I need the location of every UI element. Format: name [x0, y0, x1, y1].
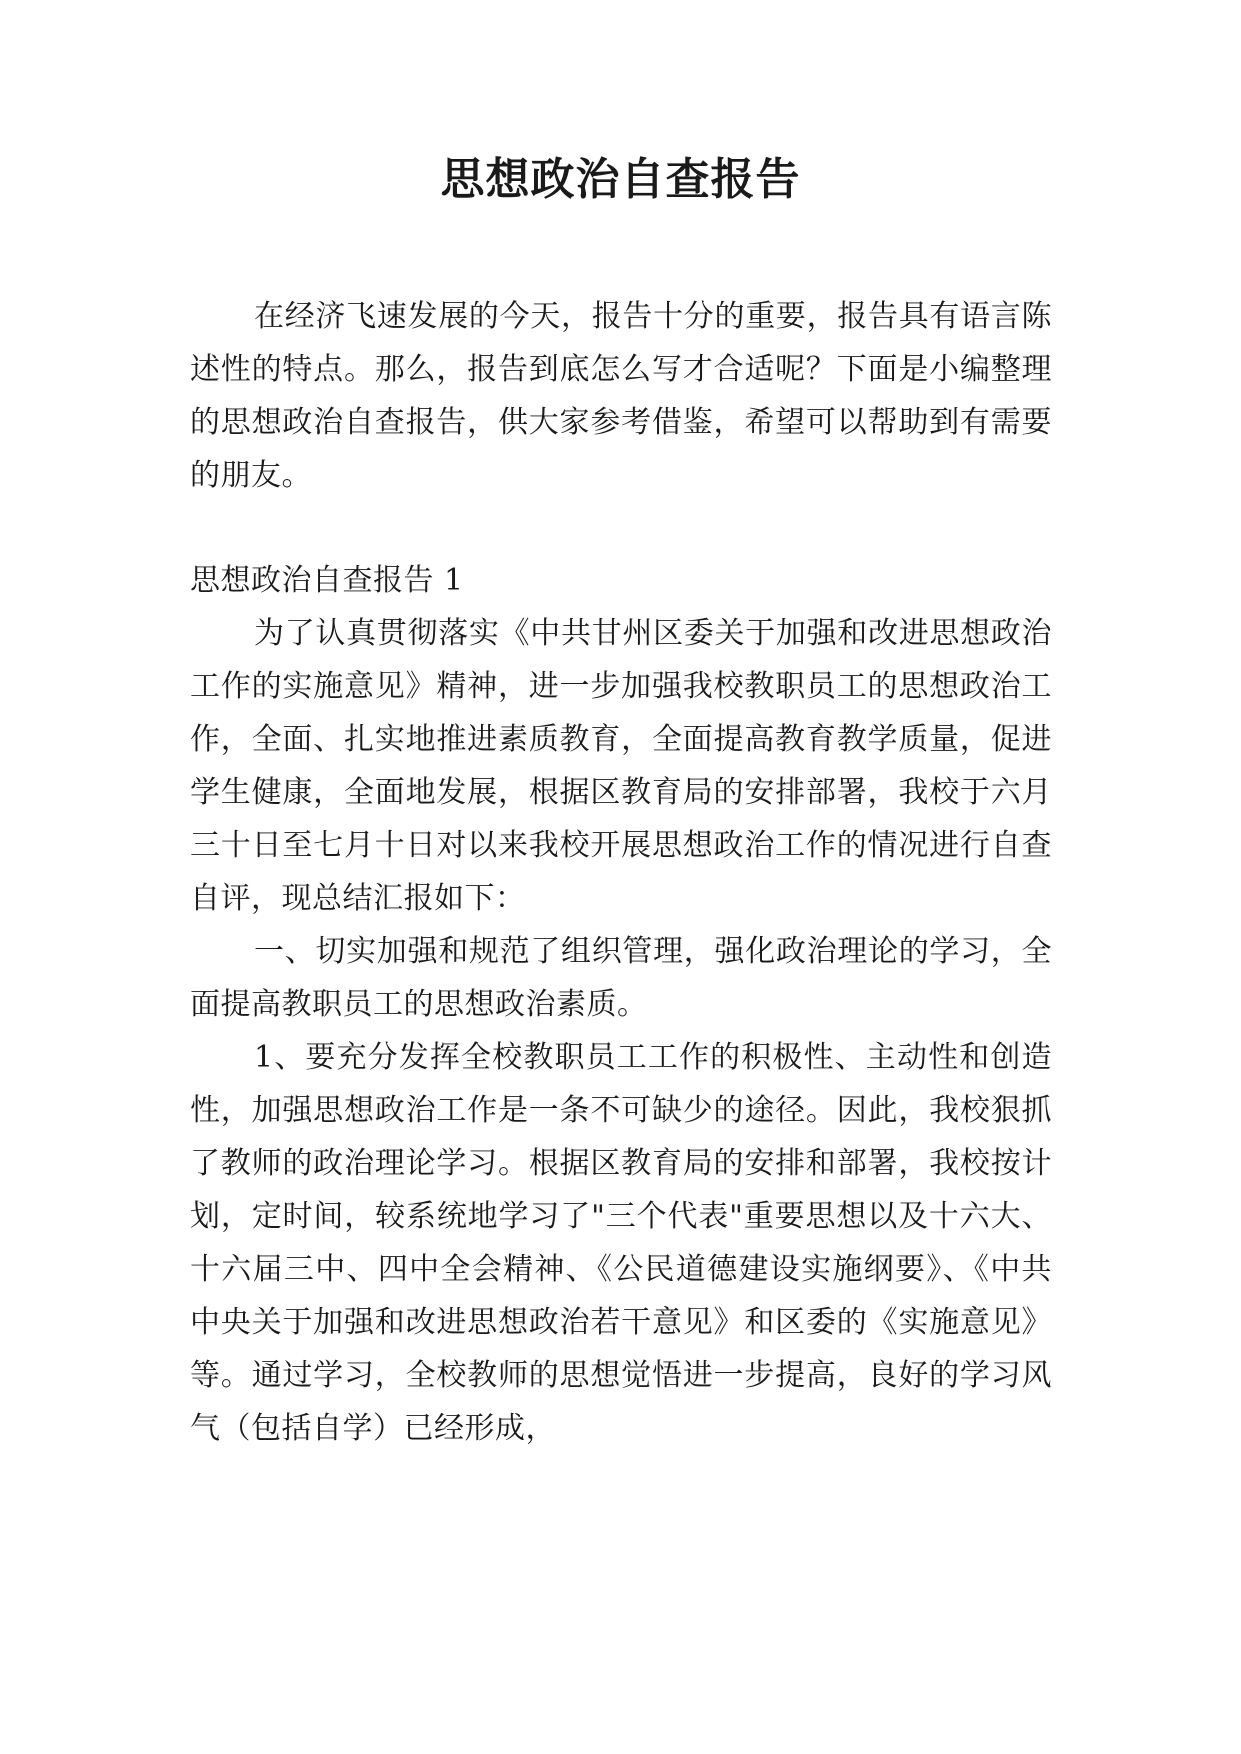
- document-body: [190, 290, 1052, 1455]
- document-title: 思想政治自查报告: [440, 154, 801, 205]
- section-heading: 思想政治自查报告 1: [190, 563, 464, 598]
- body-paragraph-3: 1、要充分发挥全校教职员工工作的积极性、主动性和创造性，加强思想政治工作是一条不可缺少的途径。因此，我校狠抓了教师的政治理论学习。根据区教育局的安排和部署，我校按计划，定时间，较系统地学习了"三个代表"重要思想以及十六大、十六届三中、四中全会精神、《公民道德建设实施纲要》、《中共中央关于加强和改进思想政治若干意见》和区委的《实施意见》等。通过学习，全校教师的思想觉悟进一步提高，良好的学习风气（包括自学）已经形成，: [190, 1040, 1052, 1446]
- body-paragraph-1: 为了认真贯彻落实《中共甘州区委关于加强和改进思想政治工作的实施意见》精神，进一步加强我校教职员工的思想政治工作，全面、扎实地推进素质教育，全面提高教育教学质量，促进学生健康，全面地发展，根据区教育局的安排部署，我校于六月三十日至七月十日对以来我校开展思想政治工作的情况进行自查自评，现总结汇报如下：: [190, 616, 1052, 916]
- intro-paragraph: 在经济飞速发展的今天，报告十分的重要，报告具有语言陈述性的特点。那么，报告到底怎么写才合适呢？下面是小编整理的思想政治自查报告，供大家参考借鉴，希望可以帮助到有需要的朋友。: [190, 299, 1052, 493]
- body-paragraph-2: 一、切实加强和规范了组织管理，强化政治理论的学习，全面提高教职员工的思想政治素质。: [190, 934, 1052, 1022]
